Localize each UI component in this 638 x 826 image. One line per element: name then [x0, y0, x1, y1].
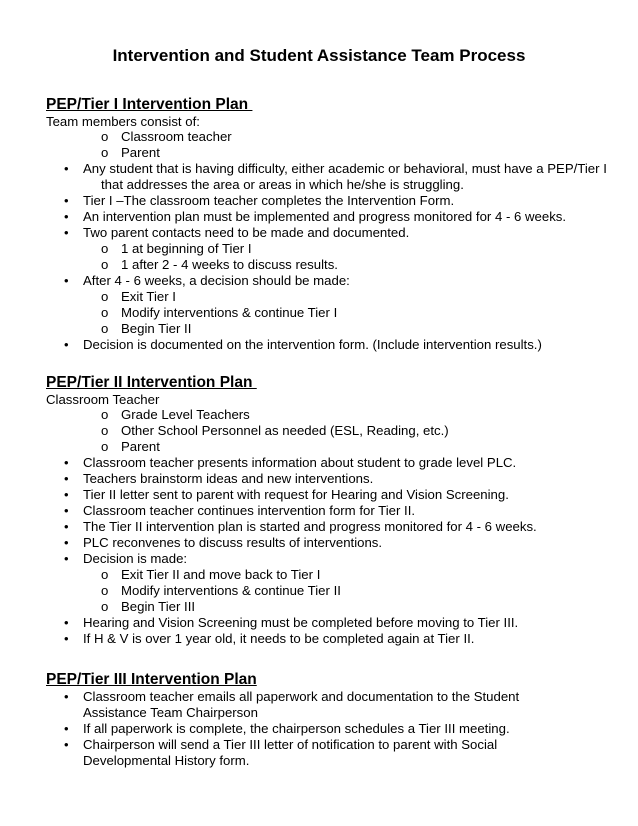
- sub-bullet-marker: o: [101, 305, 109, 320]
- tier2-bullet: PLC reconvenes to discuss results of interventions.: [83, 535, 383, 550]
- sub-bullet-marker: o: [101, 145, 109, 160]
- tier1-contact-item: 1 at beginning of Tier I: [121, 241, 252, 256]
- bullet-marker: •: [64, 551, 69, 566]
- tier1-bullet: Tier I –The classroom teacher completes the Intervention Form.: [83, 193, 455, 208]
- sub-bullet-marker: o: [101, 257, 109, 272]
- tier2-bullet: Decision is made:: [83, 551, 188, 566]
- tier2-decision-option: Exit Tier II and move back to Tier I: [121, 567, 321, 582]
- bullet-marker: •: [64, 471, 69, 486]
- tier2-heading: PEP/Tier II Intervention Plan: [46, 374, 257, 391]
- tier1-decision-option: Exit Tier I: [121, 289, 176, 304]
- tier1-documented-bullet: Decision is documented on the intervention form. (Include intervention results.): [83, 337, 542, 352]
- tier2-member-item: Other School Personnel as needed (ESL, Reading, etc.): [121, 423, 449, 438]
- tier1-member-item: Parent: [121, 145, 160, 160]
- tier1-decision-option: Modify interventions & continue Tier I: [121, 305, 338, 320]
- tier2-bullet: Classroom teacher continues intervention form for Tier II.: [83, 503, 416, 518]
- sub-bullet-marker: o: [101, 129, 109, 144]
- tier2-after-bullet: Hearing and Vision Screening must be completed before moving to Tier III.: [83, 615, 519, 630]
- bullet-marker: •: [64, 209, 69, 224]
- tier1-contact-item: 1 after 2 - 4 weeks to discuss results.: [121, 257, 338, 272]
- tier3-heading: PEP/Tier III Intervention Plan: [46, 671, 257, 688]
- sub-bullet-marker: o: [101, 289, 109, 304]
- tier2-intro: Classroom Teacher: [46, 392, 160, 407]
- sub-bullet-marker: o: [101, 439, 109, 454]
- document-title: Intervention and Student Assistance Team Process: [112, 46, 526, 65]
- tier1-decision-option: Begin Tier II: [121, 321, 192, 336]
- bullet-marker: •: [64, 337, 69, 352]
- sub-bullet-marker: o: [101, 423, 109, 438]
- tier2-after-bullet: If H & V is over 1 year old, it needs to be completed again at Tier II.: [83, 631, 475, 646]
- bullet-marker: •: [64, 615, 69, 630]
- bullet-marker: •: [64, 519, 69, 534]
- tier1-heading: PEP/Tier I Intervention Plan: [46, 96, 253, 113]
- bullet-marker: •: [64, 535, 69, 550]
- bullet-marker: •: [64, 225, 69, 240]
- tier1-bullet: Two parent contacts need to be made and documented.: [83, 225, 410, 240]
- tier2-bullet: The Tier II intervention plan is started and progress monitored for 4 - 6 weeks.: [83, 519, 537, 534]
- bullet-marker: •: [64, 161, 69, 176]
- tier2-bullet: Classroom teacher presents information about student to grade level PLC.: [83, 455, 517, 470]
- sub-bullet-marker: o: [101, 567, 109, 582]
- tier2-decision-option: Begin Tier III: [121, 599, 196, 614]
- bullet-marker: •: [64, 193, 69, 208]
- bullet-marker: •: [64, 737, 69, 752]
- bullet-marker: •: [64, 455, 69, 470]
- tier1-bullet: Any student that is having difficulty, either academic or behavioral, must have a PEP/Tier I: [83, 161, 607, 176]
- tier1-member-item: Classroom teacher: [121, 129, 232, 144]
- sub-bullet-marker: o: [101, 583, 109, 598]
- tier1-decision-bullet: After 4 - 6 weeks, a decision should be made:: [83, 273, 350, 288]
- sub-bullet-marker: o: [101, 407, 109, 422]
- tier1-intro: Team members consist of:: [46, 114, 200, 129]
- sub-bullet-marker: o: [101, 321, 109, 336]
- bullet-marker: •: [64, 487, 69, 502]
- tier3-bullet: Chairperson will send a Tier III letter of notification to parent with Social Developmental History form.: [83, 737, 498, 768]
- bullet-marker: •: [64, 503, 69, 518]
- tier2-bullet: Teachers brainstorm ideas and new interventions.: [83, 471, 374, 486]
- bullet-marker: •: [64, 273, 69, 288]
- tier3-bullet: Classroom teacher emails all paperwork and documentation to the Student Assistance Team Chairperson: [83, 689, 520, 720]
- tier1-bullet: An intervention plan must be implemented and progress monitored for 4 - 6 weeks.: [83, 209, 567, 224]
- sub-bullet-marker: o: [101, 241, 109, 256]
- sub-bullet-marker: o: [101, 599, 109, 614]
- tier2-member-item: Parent: [121, 439, 160, 454]
- tier3-bullet: If all paperwork is complete, the chairperson schedules a Tier III meeting.: [83, 721, 510, 736]
- tier2-member-item: Grade Level Teachers: [121, 407, 250, 422]
- bullet-marker: •: [64, 631, 69, 646]
- tier1-bullet-continuation: that addresses the area or areas in which he/she is struggling.: [101, 177, 464, 192]
- bullet-marker: •: [64, 689, 69, 704]
- bullet-marker: •: [64, 721, 69, 736]
- tier2-bullet: Tier II letter sent to parent with request for Hearing and Vision Screening.: [83, 487, 509, 502]
- tier2-decision-option: Modify interventions & continue Tier II: [121, 583, 341, 598]
